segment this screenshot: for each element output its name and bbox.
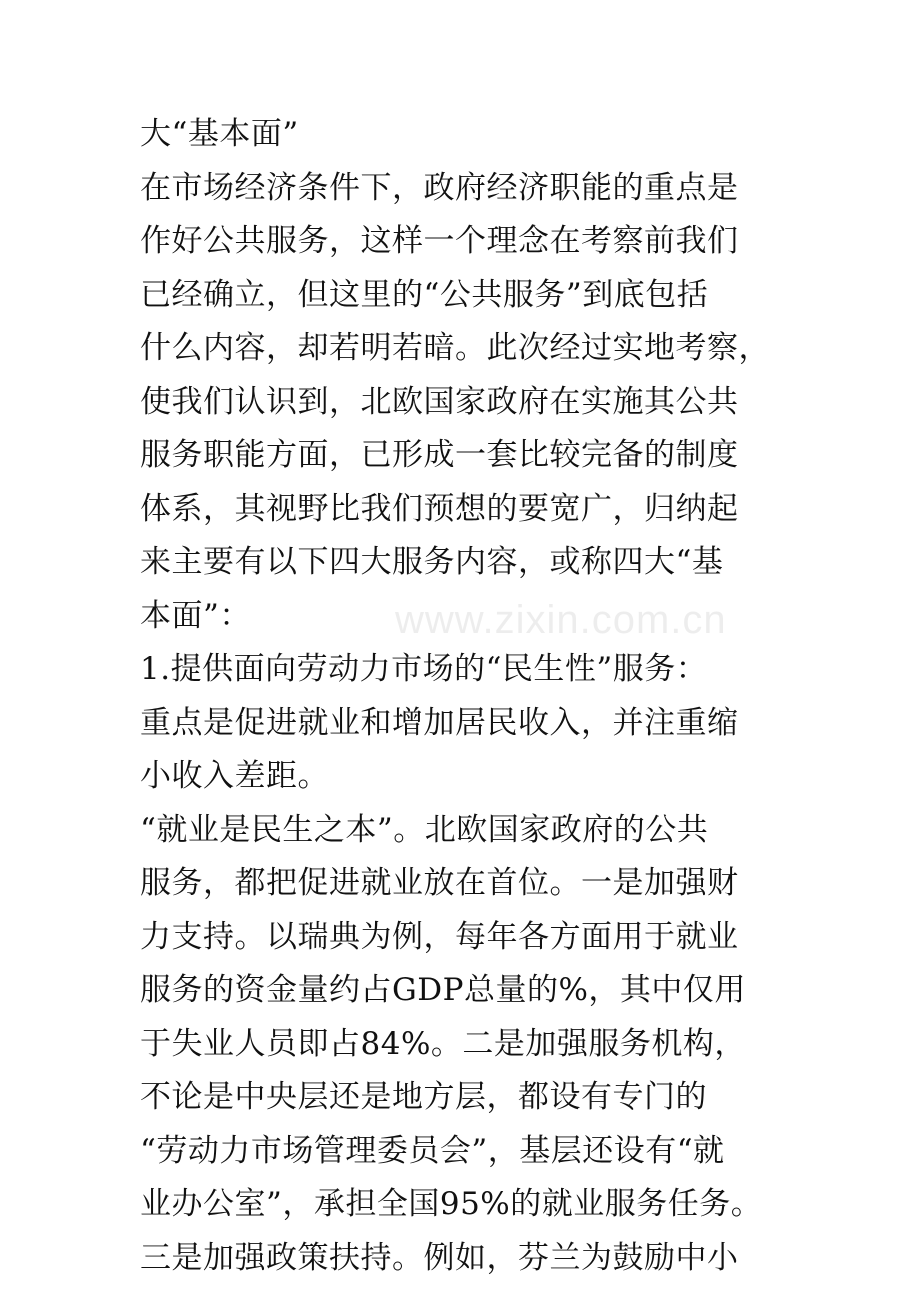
text-line: “就业是民生之本”。北欧国家政府的公共 <box>140 811 709 848</box>
text-line: 力支持。以瑞典为例，每年各方面用于就业 <box>140 918 739 955</box>
text-line: 在市场经济条件下，政府经济职能的重点是 <box>140 169 739 206</box>
text-line: “劳动力市场管理委员会”，基层还设有“就 <box>140 1132 725 1169</box>
text-line: 本面”： <box>140 597 251 634</box>
text-line: 使我们认识到，北欧国家政府在实施其公共 <box>140 383 739 420</box>
text-line: 重点是促进就业和增加居民收入，并注重缩 <box>140 704 739 741</box>
watermark: www.zixin.com.cn <box>395 598 727 642</box>
text-line: 服务职能方面，已形成一套比较完备的制度 <box>140 437 739 473</box>
text-line: 不论是中央层还是地方层，都设有专门的 <box>140 1079 707 1115</box>
text-line: 1.提供面向劳动力市场的“民生性”服务： <box>140 651 708 687</box>
text-line: 来主要有以下四大服务内容，或称四大“基 <box>140 544 724 580</box>
text-line: 作好公共服务，这样一个理念在考察前我们 <box>140 223 739 259</box>
text-line: 什么内容，却若明若暗。此次经过实地考察， <box>140 330 770 366</box>
text-line: 服务，都把促进就业放在首位。一是加强财 <box>140 865 739 901</box>
body-text <box>140 108 800 1285</box>
text-line: 小收入差距。 <box>140 758 329 794</box>
text-line: 于失业人员即占84%。二是加强服务机构， <box>140 1025 746 1062</box>
text-line: 业办公室”，承担全国95%的就业服务任务。 <box>140 1186 763 1222</box>
text-line: 体系，其视野比我们预想的要宽广，归纳起 <box>140 490 739 527</box>
text-line: 服务的资金量约占GDP总量的%，其中仅用 <box>140 972 746 1008</box>
text-line: 三是加强政策扶持。例如，芬兰为鼓励中小 <box>140 1239 739 1276</box>
text-line: 已经确立，但这里的“公共服务”到底包括 <box>140 276 709 313</box>
text-line: 大“基本面” <box>140 116 299 152</box>
